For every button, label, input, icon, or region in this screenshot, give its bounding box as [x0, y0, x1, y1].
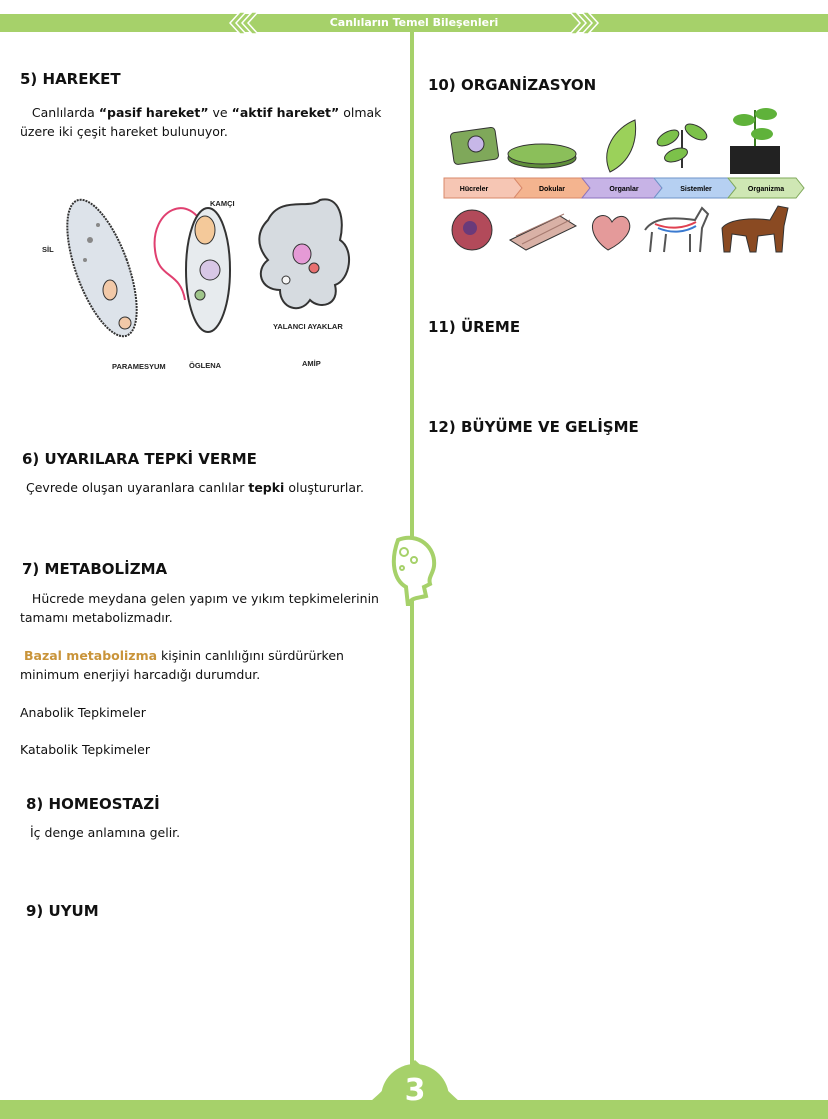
section-8-text: İç denge anlamına gelir.: [30, 825, 181, 840]
s5-bold-aktif: “aktif hareket”: [231, 105, 340, 120]
amoeba-illustration: [259, 199, 349, 308]
s5-text-b: ve: [208, 105, 232, 120]
s6-bold-tepki: tepki: [248, 480, 285, 495]
step-organlar: Organlar: [609, 186, 639, 193]
header-title: Canlıların Temel Bileşenleri: [329, 16, 499, 29]
s7-line4: minimum enerjiyi harcadığı durumdur.: [20, 667, 261, 682]
section-5-text: [20, 103, 400, 141]
label-paramesyum: PARAMESYUM: [112, 362, 166, 371]
header-left-chevrons-icon: [222, 12, 262, 34]
anabolik-text: Anabolik Tepkimeler: [20, 705, 146, 720]
horse-illustration: [722, 206, 788, 252]
head-logo-icon: [388, 532, 438, 606]
s6-text-b: oluştururlar.: [284, 480, 364, 495]
muscle-tissue-illustration: [510, 214, 576, 250]
horse-anatomy-illustration: [645, 208, 708, 252]
tissue-illustration: [508, 144, 576, 168]
s7-line1: Hücrede meydana gelen yapım ve yıkım tepkimelerinin: [31, 591, 379, 606]
section-7-text: [20, 589, 405, 627]
euglena-illustration: [155, 208, 230, 332]
label-amip: AMİP: [302, 359, 321, 368]
section-6-text: [26, 478, 406, 497]
section-8-heading: 8) HOMEOSTAZİ: [26, 795, 160, 813]
organization-diagram: [440, 100, 810, 262]
s5-text-c: olmak: [339, 105, 382, 120]
heart-illustration: [592, 215, 629, 250]
animal-cell-illustration: [452, 210, 492, 250]
section-7-bazal: [20, 646, 405, 684]
section-10-heading: 10) ORGANİZASYON: [428, 76, 597, 94]
section-11-heading: 11) ÜREME: [428, 318, 521, 336]
s7-line2: tamamı metabolizmadır.: [20, 610, 173, 625]
page-number: 3: [404, 1073, 426, 1108]
label-sil: SİL: [42, 245, 54, 254]
plant-system-illustration: [655, 121, 710, 168]
step-organizma: Organizma: [747, 186, 785, 193]
s6-text-a: Çevrede oluşan uyaranlara canlılar: [26, 480, 249, 495]
s5-text-a: Canlılarda: [31, 105, 99, 120]
bazal-metabolizma-term: Bazal metabolizma: [23, 648, 158, 663]
katabolik-text: Katabolik Tepkimeler: [20, 742, 150, 757]
label-kamci: KAMÇI: [210, 199, 235, 208]
header-right-chevrons-icon: [566, 12, 606, 34]
cell-illustration: [450, 127, 499, 165]
leaf-illustration: [607, 120, 636, 172]
paramecium-illustration: [53, 191, 151, 344]
label-oglena: ÖGLENA: [189, 361, 222, 370]
s7-line3: kişinin canlılığını sürdürürken: [157, 648, 344, 663]
s5-bold-pasif: “pasif hareket”: [98, 105, 209, 120]
potted-plant-illustration: [730, 108, 780, 174]
section-7-heading: 7) METABOLİZMA: [22, 560, 168, 578]
step-sistemler: Sistemler: [680, 186, 712, 193]
label-yalanci-ayaklar: YALANCI AYAKLAR: [273, 322, 343, 331]
section-9-heading: 9) UYUM: [26, 902, 99, 920]
step-dokular: Dokular: [538, 186, 566, 193]
section-5-heading: 5) HAREKET: [20, 70, 121, 88]
section-6-heading: 6) UYARILARA TEPKİ VERME: [22, 450, 257, 468]
step-hucreler: Hücreler: [459, 186, 489, 193]
section-12-heading: 12) BÜYÜME VE GELİŞME: [428, 418, 639, 436]
s5-text-line2: üzere iki çeşit hareket bulunuyor.: [20, 124, 228, 139]
